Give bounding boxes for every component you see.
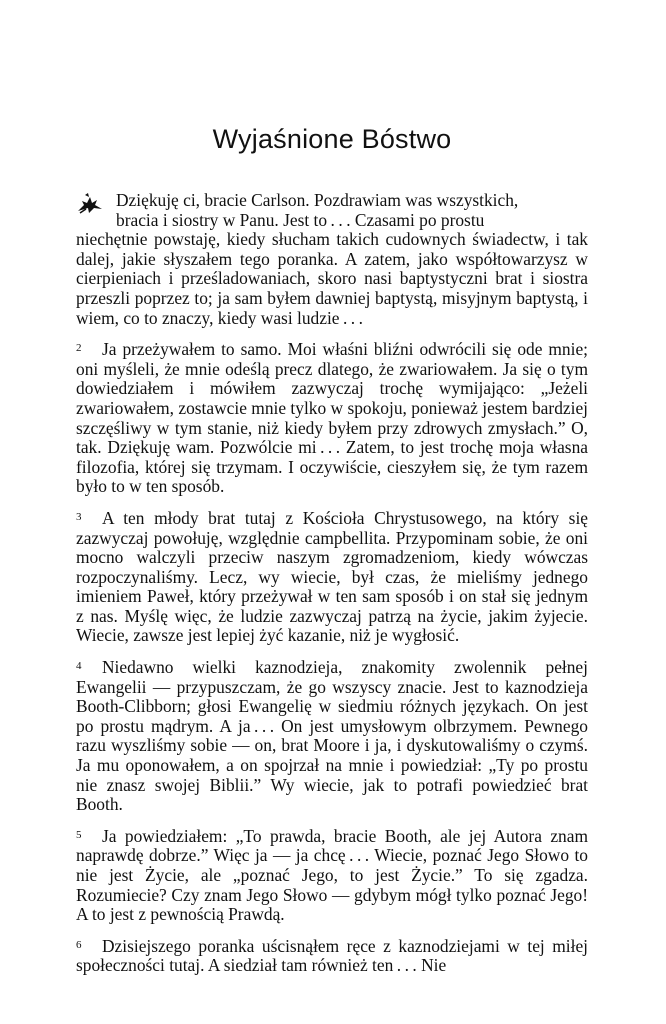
paragraph-3: [76, 508, 588, 646]
paragraph-number: 6: [76, 938, 82, 951]
paragraph-1-text: niechętnie powstaję, kiedy słucham takich cudownych świadectw, i tak dalej, jakie słyszałem tego poranka. A zatem, jako współtowarzysz w cierpieniach i prześladowaniach, skoro nasi baptystyczni brat i siostra przeszli poprzez to; ja sam byłem dawniej baptystą, misyjnym baptystą, i wiem, co to znaczy, kiedy wasi ludzie . . .: [76, 229, 588, 328]
paragraph-text: Ja przeżywałem to samo. Moi właśni bliźni odwrócili się ode mnie; oni myśleli, że mnie odeślą precz dlatego, że zwariowałem. Ja się o tym dowiedziałem i mówiłem zazwyczaj trochę wymijająco: „Jeżeli zwariowałem, zostawcie mnie tylko w spokoju, ponieważ jestem bardziej szczęśliwy w tym stanie, niż kiedy byłem przy zdrowych zmysłach.” O, tak. Dziękuję wam. Pozwólcie mi . . . Zatem, to jest trochę moja własna filozofia, której się trzymam. I oczywiście, cieszyłem się, że tym razem było to w ten sposób.: [76, 339, 588, 497]
paragraph-text: Ja powiedziałem: „To prawda, bracie Booth, ale jej Autora znam naprawdę dobrze.” Więc ja — ja chcę . . . Wiecie, poznać Jego Słowo to nie jest Życie, ale „poznać Jego, to jest Życie.” To się zgadza. Rozumiecie? Czy znam Jego Słowo — gdybym mógł tylko poznać Jego! A to jest z pewnością Prawdą.: [76, 825, 588, 925]
paragraph-number: 5: [76, 828, 82, 841]
paragraph-text: A ten młody brat tutaj z Kościoła Chrystusowego, na który się zazwyczaj powołuję, względnie campbellita. Przypominam sobie, że oni mocno walczyli przeciw naszym zgromadzeniom, kiedy wówczas rozpoczynaliśmy. Lecz, wy wiecie, był czas, że mieliśmy jednego imieniem Paweł, który przeżywał w ten sam sposób i on stał się jednym z nas. Myślę więc, że ludzie zazwyczaj patrzą na życie, jakim żyjecie. Wiecie, zawsze jest lepiej żyć kazanie, niż je wygłosić.: [76, 507, 588, 646]
dove-logo-icon: [76, 191, 106, 215]
page: [76, 124, 588, 987]
paragraph-number: 2: [76, 342, 82, 355]
paragraph-1-line-2: bracia i siostry w Panu. Jest to . . . Czasami po prostu: [116, 209, 485, 230]
paragraph-number: 4: [76, 660, 82, 673]
paragraph-5: [76, 826, 588, 925]
paragraph-number: 3: [76, 510, 82, 523]
paragraph-6: [76, 936, 588, 976]
paragraph-text: Dzisiejszego poranka uścisnąłem ręce z kaznodziejami w tej miłej społeczności tutaj. A siedział tam również ten . . . Nie: [76, 935, 588, 976]
page-title: Wyjaśnione Bóstwo: [212, 124, 452, 154]
paragraph-4: [76, 657, 588, 815]
paragraph-2: [76, 339, 588, 497]
paragraph-1: [76, 191, 588, 328]
paragraph-text: Niedawno wielki kaznodzieja, znakomity zwolennik pełnej Ewangelii — przypuszczam, że go wszyscy znacie. Jest to kaznodzieja Booth-Clibborn; głosi Ewangelię w siedmiu różnych językach. On jest po prostu mądrym. A ja . . . On jest umysłowym olbrzymem. Pewnego razu wyszliśmy sobie — on, brat Moore i ja, i dyskutowaliśmy o czymś. Ja mu oponowałem, a on spojrzał na mnie i powiedział: „Ty po prostu nie znasz swojej Biblii.” Wy wiecie, jak to potrafi powiedzieć brat Booth.: [76, 657, 588, 815]
paragraph-1-line-1: Dziękuję ci, bracie Carlson. Pozdrawiam was wszystkich,: [116, 190, 519, 210]
